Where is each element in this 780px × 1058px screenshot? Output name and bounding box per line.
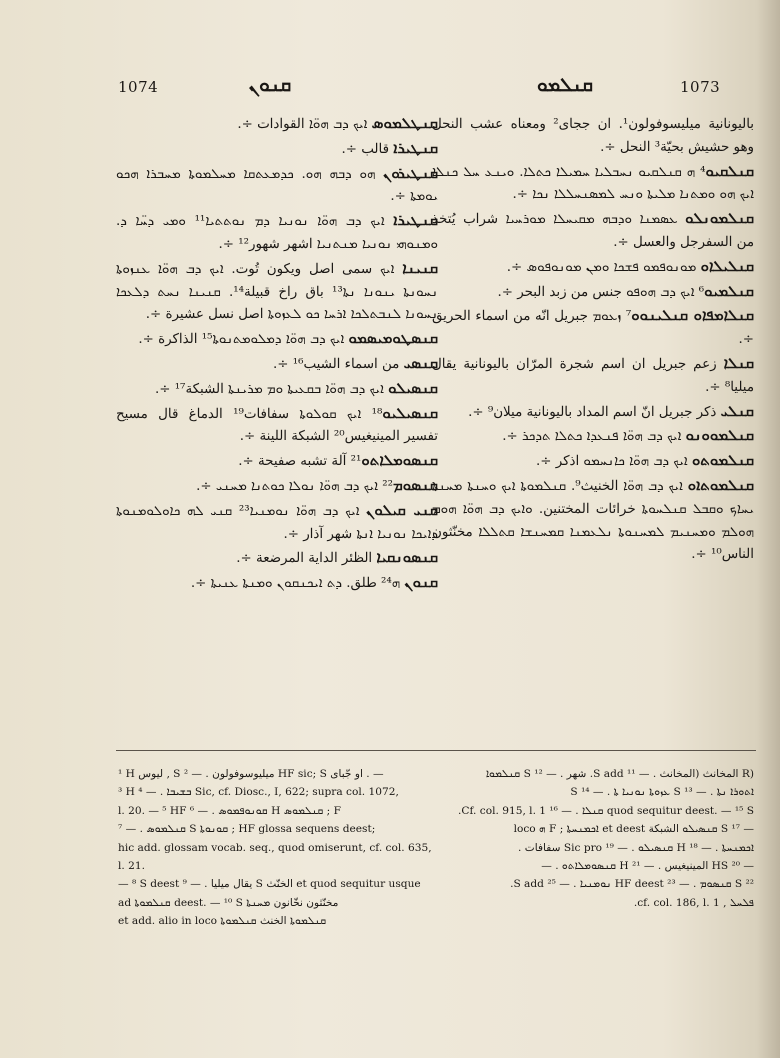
entry-headword: ܩܢܣܝܠܘ	[388, 378, 438, 397]
dictionary-entry	[432, 449, 754, 474]
dictionary-entry	[116, 327, 438, 352]
footnote-line: ad ܩܢܠܡܘܬܐ deest. — ¹⁰ S مخنّثون نخّانون ܡܚܢܬܐ	[118, 896, 339, 909]
dictionary-entry	[116, 449, 438, 474]
left-running-headword: ܩܢܘܢ	[248, 74, 292, 96]
footnote-line: (R المخانث (المخانث . — ¹¹ S add. شهر . — ¹² S ܩܢܠܡܘܐ	[485, 768, 754, 780]
entry-gloss: ذكر جبريل انّ اسم المداد باليونانية ميلان⁹ ÷.	[468, 404, 721, 420]
entry-gloss: ܐܝܟ ܕܒ ܗܘ̈ܐ ܕܡܠܘܡܬܢܘܬܐ¹⁵ الذاكرة ÷.	[138, 332, 349, 348]
dictionary-entry	[432, 424, 754, 449]
entry-headword: ܩܢܠܡܘܘܢܘ	[685, 426, 754, 445]
entry-headword: ܩܢܠܐܡܦܐܘ ܩܢܠܝܢܘܘ	[631, 306, 755, 325]
entry-gloss: باليونانية ميليسوفولون¹. ان ججاى² ومعناه عشب النحل وهو حشيش بحيّة³ النحل ÷.	[432, 117, 754, 155]
entry-headword: ܩܢܣܘܡܠܐܬܘ	[361, 451, 438, 470]
entry-gloss: ܗܘ ܕܒܗ ܗܘ. ܟܕܡܥܬܩܐ ܡܚܠܡܘܬܐ ܡܚܒܪܐ ܗܟܘ ܝܘܡܬܐ ÷.	[116, 166, 438, 205]
entry-headword: ܩܢܝ ܩܝܠܘܢ	[366, 500, 439, 519]
dictionary-entry	[432, 160, 754, 208]
entry-headword: ܩܢܠܡܘܬܐܘ	[687, 475, 754, 494]
dictionary-entry	[116, 137, 438, 162]
dictionary-entry	[116, 402, 438, 450]
dictionary-entry	[116, 209, 438, 257]
footnote-line: l. 20. — ⁵ HF ܩܘܢܘܦܡܘܣ . — ⁶ H ܩܢܠܡܘܣ ; F	[118, 804, 341, 817]
footnote-line: ¹ H ليوس ‚ S ميليوسوفولون . — ² HF sic; S او جّبای . —	[118, 768, 384, 780]
dictionary-entry	[116, 546, 438, 571]
entry-gloss: ¹⁸ ܐܝܟ ܩܘܠܘܬܐ سفافات¹⁹ الدماغ قال مسيح تفسير المينيغيس²⁰ الشبكة اللينة ÷.	[116, 406, 438, 445]
footnote-line: quod sequitur deest. — ¹⁵ S ܩܢܠܐ . — ¹⁶ Cf. col. 915, l. 1.	[458, 804, 754, 817]
entry-headword: ܩܢܣܛܘܡܝܣܡܘ	[348, 329, 438, 348]
footnotes-right	[440, 765, 754, 912]
footnote-line: et add. alio in loco ܩܢܠܡܘܬܐ الخنث ܩܢܠܡܘܬܐ	[118, 915, 327, 928]
footnote-separator	[116, 750, 756, 751]
entry-headword: ܩܢܛܝܪܘܢ	[383, 163, 438, 182]
entry-gloss: ܗ²⁴ طلق. ܕܬ ܐܝܟܢܩܘܢ ܘܡܢܬܐ ܥܢܝܬܐ ÷.	[190, 576, 405, 592]
entry-gloss: ܥܣܡܢܐ ܘܕܒܗ ܡܩܝܚܠܐ ܡܘܪܚܝܐ شراب يُتخذ من السفرجل والعسل ÷.	[432, 212, 754, 250]
entry-headword: ܩܢܛܠܡܘܣ	[371, 114, 438, 132]
entry-gloss: من اسماء الشيب¹⁶ ÷.	[272, 356, 404, 372]
entry-headword: ܩܢܘܢ	[404, 573, 438, 592]
dictionary-entry	[116, 571, 438, 596]
entry-gloss: ⁶ ܐܝܟ ܕܒ ܗܘܦܘ جنس من زبد البحر ÷.	[497, 284, 705, 300]
left-column	[116, 112, 438, 596]
footnote-line: ²² S ܩܢܣܘܡ . — ²³ HF deest ܢܘܡܢܝܐ . — ²⁵ S add.	[510, 878, 754, 891]
dictionary-entry	[116, 377, 438, 402]
entry-headword: ܩܢܠܐ	[723, 353, 754, 372]
footnote-line: — ⁸ S deest يقال ميليا . — ⁹ S الخنّث et quod sequitur usque	[118, 878, 421, 891]
dictionary-entry	[116, 112, 438, 137]
entry-gloss: ²² ܐܝܟ ܕܒ ܗܘ̈ܐ ܢܘܠܐ ܟܘܬܢܐ ܡܚܢܝ ÷.	[196, 478, 393, 494]
entry-gloss: ܐܝܟ ܕܒ ܗܘ̈ܐ ܒܩܥܝܬܐ ܘܡ ܡܪܝܢܬܐ الشبكة¹⁷ ÷.	[154, 381, 389, 397]
entry-gloss: الظئر الداية المرضعة ÷.	[236, 551, 377, 567]
entry-gloss: ܡܘܢܘܦܡܘ ܦܫܟܐ ܘܡܢ ܡܘܢܘܦܘܣ ÷.	[506, 259, 701, 275]
right-column	[432, 112, 754, 567]
dictionary-entry	[432, 474, 754, 567]
right-page-number: 1073	[680, 78, 721, 96]
entry-gloss: ܐܝܟ ܕܒ ܗܘ̈ܐ الخنيث⁹. ܩܢܠܡܘܬܐ ܐܝܟ ܘܚܢܬܐ ܡܚܢܬܐ ܝܚܐܟ ܘܩܒܠ ܩܢܠܚܘܬܐ خرائات المختنين. ܘܐܝܟ ܕܒ ܗܘ̈ܐ ܗܘܡ ܗܘܠܡ ܘܡܚܢܝܡ ܠܡܚܢܘܬܐ ܢܠܥܡܢܐ ܩܡܚܢܫܐ ܩܬܠܠܐ مخنّثون الناس¹⁰ ÷.	[432, 478, 754, 563]
footnote-line: hic add. glossam vocab. seq., quod omiserunt, cf. col. 635, l. 21.	[118, 841, 432, 873]
footnote-line: — ¹⁷ S ܩܢܣܝܠܘ الشبكة et deest ܐܟܡܢܚܬܐ ; F ܗ loco	[513, 823, 754, 836]
dictionary-entry	[116, 352, 438, 377]
dictionary-entry	[432, 304, 754, 352]
footnote-line: ܐܟܡܢܚܬܐ . — ¹⁸ H ܩܢܣܝܠܘ . — ¹⁹ Sic pro سفافات .	[518, 841, 754, 854]
dictionary-entry	[432, 352, 754, 400]
footnote-line: ܩܢܠܡܘܣ . — ⁷ S ܩܘܢܘܬܐ ; HF glossa sequens deest;	[118, 823, 376, 836]
dictionary-entry	[432, 280, 754, 305]
footnote-line: — ²⁰ HS المينيغيس . — ²¹ H ܩܢܣܘܡܠܐܬܘ . —	[541, 860, 754, 873]
dictionary-entry	[116, 474, 438, 499]
entry-headword: ܩܢܝܢܐ	[402, 258, 438, 277]
footnotes-left	[118, 765, 432, 931]
entry-gloss: ⁴ ܗ ܩܢܠܩܝܘ ܢܚܒܠܝܐ ܚܡܝܠܐ ܟܬܠܐ. ܘܝܢܥ ܚܠ ܟܢܠܐ ܐܝܟ ܗܘ ܘܡܬܢܐ ܡܠܝܬܐ ܘܢܚ ܠܡܣܢܚܠܠܐ ܢܟܐ ÷.	[432, 164, 754, 203]
entry-gloss: زعم جبريل ان اسم شجرة المرّان باليونانية يقال ميليا⁸ ÷.	[432, 356, 754, 395]
entry-headword: ܩܢܠܝ	[720, 401, 754, 420]
entry-headword: ܩܢܣܘܡ	[393, 475, 438, 494]
dictionary-entry	[432, 112, 754, 160]
entry-gloss: قالب ÷.	[341, 141, 394, 157]
entry-gloss: ܐܝܟ ܕܒ ܗܘ̈ܐ ܢܘܢܝܐ ܕܡ ܢܘܬܬܝܐ¹¹ ܘܡܝ ܕܚ̈ܐ ܕ. ܘܡܢܘܗܝ ܢܘܢܝܐ ܡܢܬܢܝܐ اشهر شهور¹² ÷.	[116, 214, 438, 252]
entry-headword: ܩܢܠܩܝܘ	[705, 161, 754, 180]
entry-headword: ܩܢܠܡܘܬܘ	[691, 451, 754, 470]
dictionary-entry	[432, 400, 754, 425]
entry-gloss: ܐܝܟ ܕܒ ܗܘ̈ܐ ܢܘܡܢܝܐ²³ ܩܢܝ ܠܗ ܟܐܘܠܘܡܢܘܬܐ ܕܐܝܟܐ ܢܘܢܝܐ ܐܢܬܐ شهر آذار ÷.	[116, 503, 438, 542]
footnote-line: ³ H ܒܫܝܒܐ . — ⁴ Sic, cf. Diosc., I, 622; supra col. 1072,	[118, 786, 399, 799]
dictionary-entry	[432, 255, 754, 280]
dictionary-entry	[116, 257, 438, 327]
right-running-headword: ܩܢܠܡܘ	[537, 74, 593, 96]
entry-gloss: ܐܝܟ ܕܒ ܗܘ̈ܐ القوادات ÷.	[237, 117, 372, 132]
entry-headword: ܩܢܛܝܪܐ	[393, 211, 438, 230]
dictionary-entry	[432, 207, 754, 255]
entry-headword: ܩܢܛܝܪܐ	[393, 138, 438, 157]
dictionary-entry	[116, 162, 438, 210]
entry-gloss: ܐܝܟ ܕܒ ܗܘ̈ܐ ܦܢܥܕܐ ܟܬܠܐ ܬܕܟܪ ÷.	[502, 429, 686, 445]
entry-headword: ܩܢܠܝܠܐܘ	[700, 256, 754, 275]
entry-headword: ܩܢܣܝܠܝܘ	[382, 403, 438, 422]
footnote-line: ܦܠܚܠ , cf. col. 186, l. 1.	[633, 896, 754, 909]
entry-headword: ܩܢܠܡܘܢܠܘ	[685, 209, 754, 228]
entry-gloss: ²¹ آلة تشبه صفيحة ÷.	[238, 454, 362, 470]
footnote-line: ܐܬܘܪܐ ܢܬܐ . — ¹³ S ܥܙܘܬܐ ܢܘܢܝܐ ܬܐ . — ¹⁴ S	[570, 786, 754, 799]
entry-gloss: ⁷ ܙܥܘܡ جبريل انّه من اسماء الحريق ÷.	[432, 309, 754, 348]
left-page-number: 1074	[118, 78, 159, 96]
entry-headword: ܩܢܣܝ	[403, 353, 438, 372]
entry-headword: ܩܢܣܘܢܩܝܐ	[376, 548, 438, 567]
entry-headword: ܩܢܠܡܝܘ	[704, 281, 754, 300]
entry-gloss: ܐܝܟ سمى اصل ويكون تُوت. ܐܝܟ ܕܒ ܗܘ̈ܐ ܥܢܙܘܬܐ ܢܚܘܢܬܐ ܝܢܘܢܐ ܢܬܐ¹³ باق راخ قبيلة¹⁴. ܩܢܝܢܐ ܢܚܬ ܕܠܥܟܐ ܢܚܘܢܐ ܠܢܒܬܠܟܐ ܐܪܚܐ ܟܘ ܠܥܙܘܬܐ اصل نسل عشيرة ÷.	[116, 261, 438, 323]
dictionary-entry	[116, 499, 438, 547]
entry-gloss: ܐܝܟ ܕܒ ܗܘ̈ܐ ܟܐܢܚܡܘ اذكر ÷.	[535, 454, 692, 470]
